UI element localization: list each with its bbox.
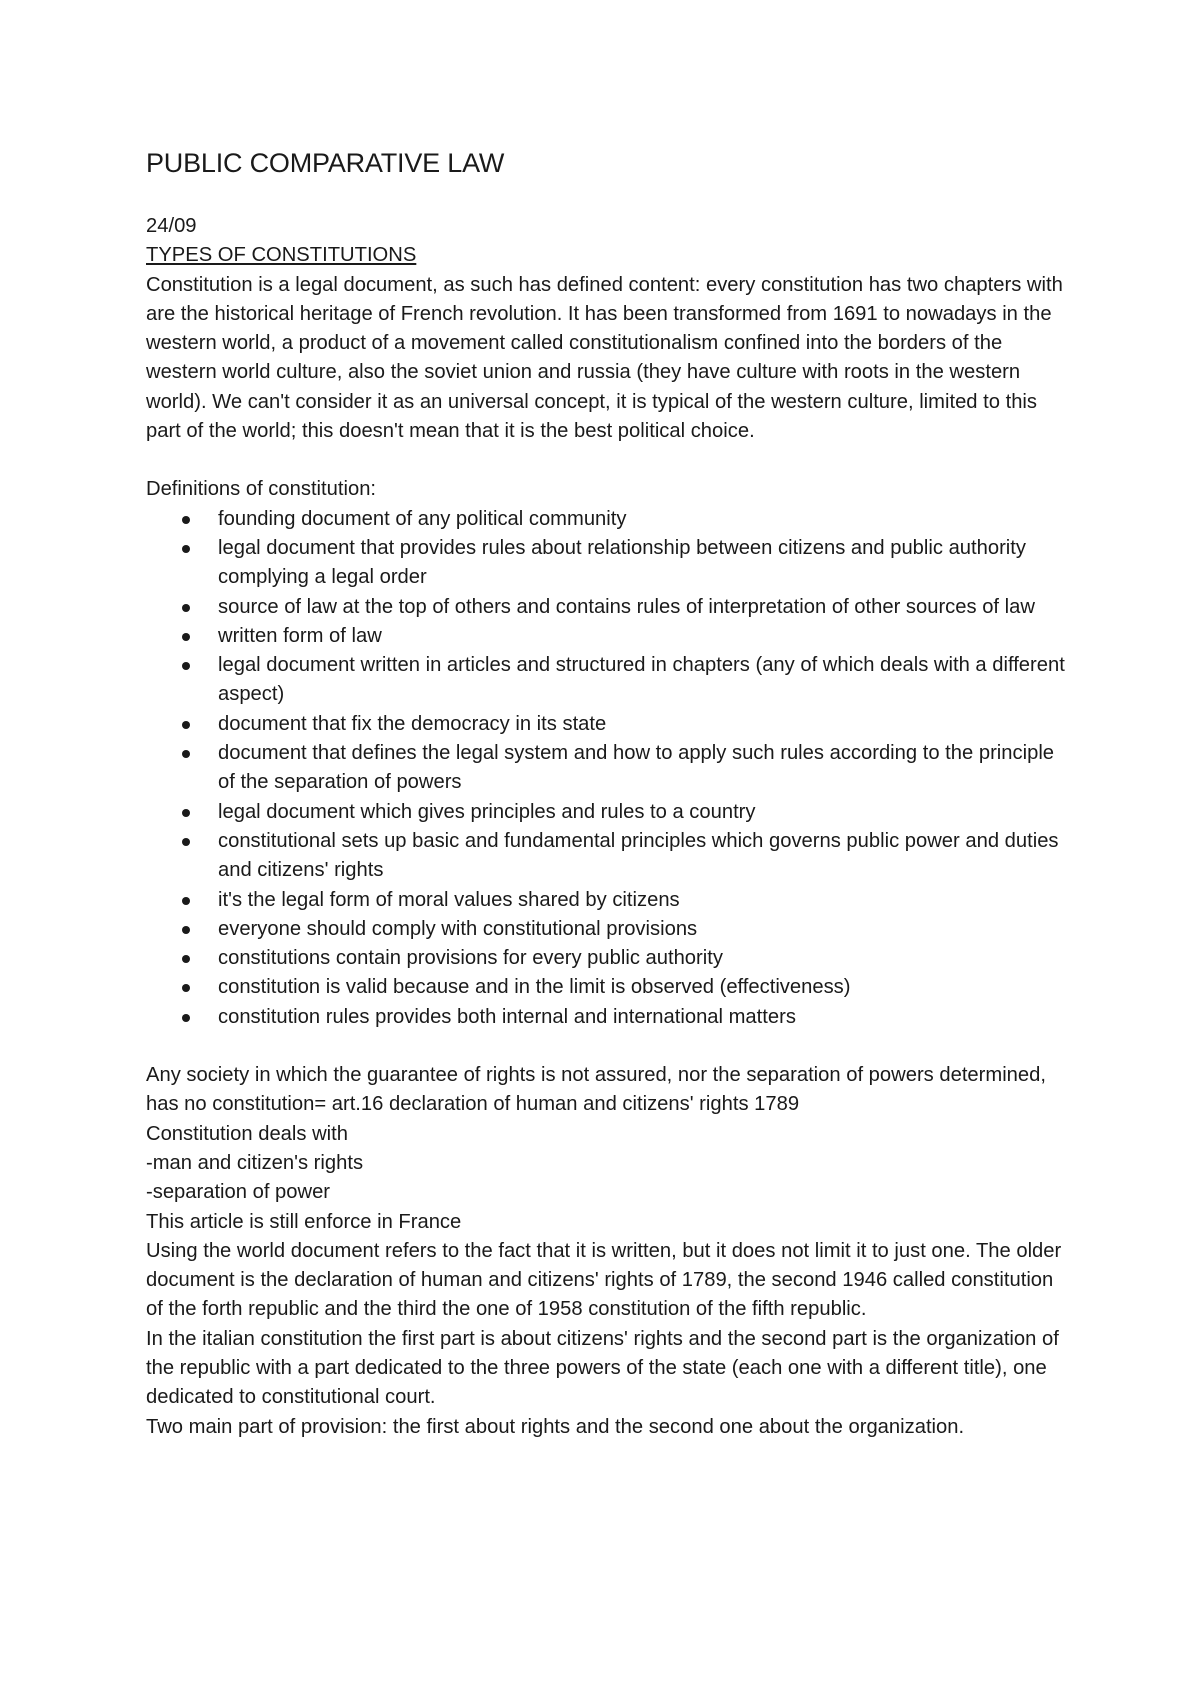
list-item [218,534,1066,593]
list-item [218,973,1066,1002]
definitions-label: Definitions of constitution: [146,478,377,501]
document-meaning-paragraph: Using the world document refers to the fact that it is written, but it does not limit it to just one. The older document is the declaration of human and citizens' rights of 1789, the second 1946 called constitution of the forth republic and the third the one of 1958 constitution of the fifth republic. [146,1239,1062,1321]
bullet-icon [182,604,190,612]
paragraph-spacer [146,446,1066,475]
bullet-icon [182,984,190,992]
article-16-paragraph: Any society in which the guarantee of rights is not assured, nor the separation of powers determined, has no constitution= art.16 declaration of human and citizens' rights 1789 [146,1064,1046,1116]
bullet-icon [182,516,190,524]
list-item [218,710,1066,739]
section-heading: TYPES OF CONSTITUTIONS [146,244,417,267]
list-item-text: legal document that provides rules about relationship between citizens and public authority complying a legal order [218,536,1026,589]
list-item [218,798,1066,827]
list-item-text: constitution rules provides both internal and international matters [218,1005,796,1028]
list-item-text: everyone should comply with constitutional provisions [218,917,698,940]
main-parts-line: Two main part of provision: the first about rights and the second one about the organization. [146,1415,965,1438]
note-date: 24/09 [146,215,197,237]
bullet-icon [182,750,190,758]
list-item [218,622,1066,651]
bullet-icon [182,926,190,934]
document-title: PUBLIC COMPARATIVE LAW [146,148,505,178]
list-item [218,593,1066,622]
list-item-text: constitution is valid because and in the limit is observed (effectiveness) [218,976,851,999]
list-item [218,944,1066,973]
list-item [218,827,1066,886]
bullet-icon [182,662,190,670]
list-item-text: constitutional sets up basic and fundamental principles which governs public power and duties and citizens' rights [218,829,1059,882]
italian-constitution-paragraph: In the italian constitution the first part is about citizens' rights and the second part is the organization of the republic with a part dedicated to the three powers of the state (each one with a different title), one dedicated to constitutional court. [146,1327,1059,1409]
list-item-text: document that fix the democracy in its state [218,712,607,735]
paragraph-spacer [146,1032,1066,1061]
list-item [218,886,1066,915]
bullet-icon [182,545,190,553]
list-item-text: source of law at the top of others and contains rules of interpretation of other sources of law [218,595,1035,618]
document-page [146,146,1066,1442]
list-item-text: written form of law [218,624,382,647]
document-body [146,212,1066,1442]
list-item [218,1003,1066,1032]
bullet-icon [182,897,190,905]
enforce-line: This article is still enforce in France [146,1210,462,1233]
list-item-text: legal document written in articles and structured in chapters (any of which deals with a different aspect) [218,654,1065,706]
list-item-text: founding document of any political community [218,507,627,530]
bullet-icon [182,955,190,963]
bullet-icon [182,838,190,846]
list-item-text: it's the legal form of moral values shared by citizens [218,888,680,911]
bullet-icon [182,1014,190,1022]
deals-with-line: Constitution deals with [146,1122,348,1145]
list-item [218,651,1066,710]
list-item-text: document that defines the legal system and how to apply such rules according to the principle of the separation of powers [218,742,1055,794]
bullet-icon [182,721,190,729]
bullet-icon [182,633,190,641]
intro-paragraph: Constitution is a legal document, as such has defined content: every constitution has two chapters with are the historical heritage of French revolution. It has been transformed from 1691 to nowadays in the western world, a product of a movement called constitutionalism confined into the borders of the western world culture, also the soviet union and russia (they have culture with roots in the western world). We can't consider it as an universal concept, it is typical of the western culture, limited to this part of the world; this doesn't mean that it is the best political choice. [146,273,1063,443]
definitions-list [146,505,1066,1032]
list-item [218,739,1066,798]
list-item [218,505,1066,534]
rights-line: -man and citizen's rights [146,1151,364,1174]
separation-line: -separation of power [146,1181,331,1204]
bullet-icon [182,809,190,817]
list-item [218,915,1066,944]
list-item-text: constitutions contain provisions for every public authority [218,947,723,970]
list-item-text: legal document which gives principles and rules to a country [218,800,756,823]
